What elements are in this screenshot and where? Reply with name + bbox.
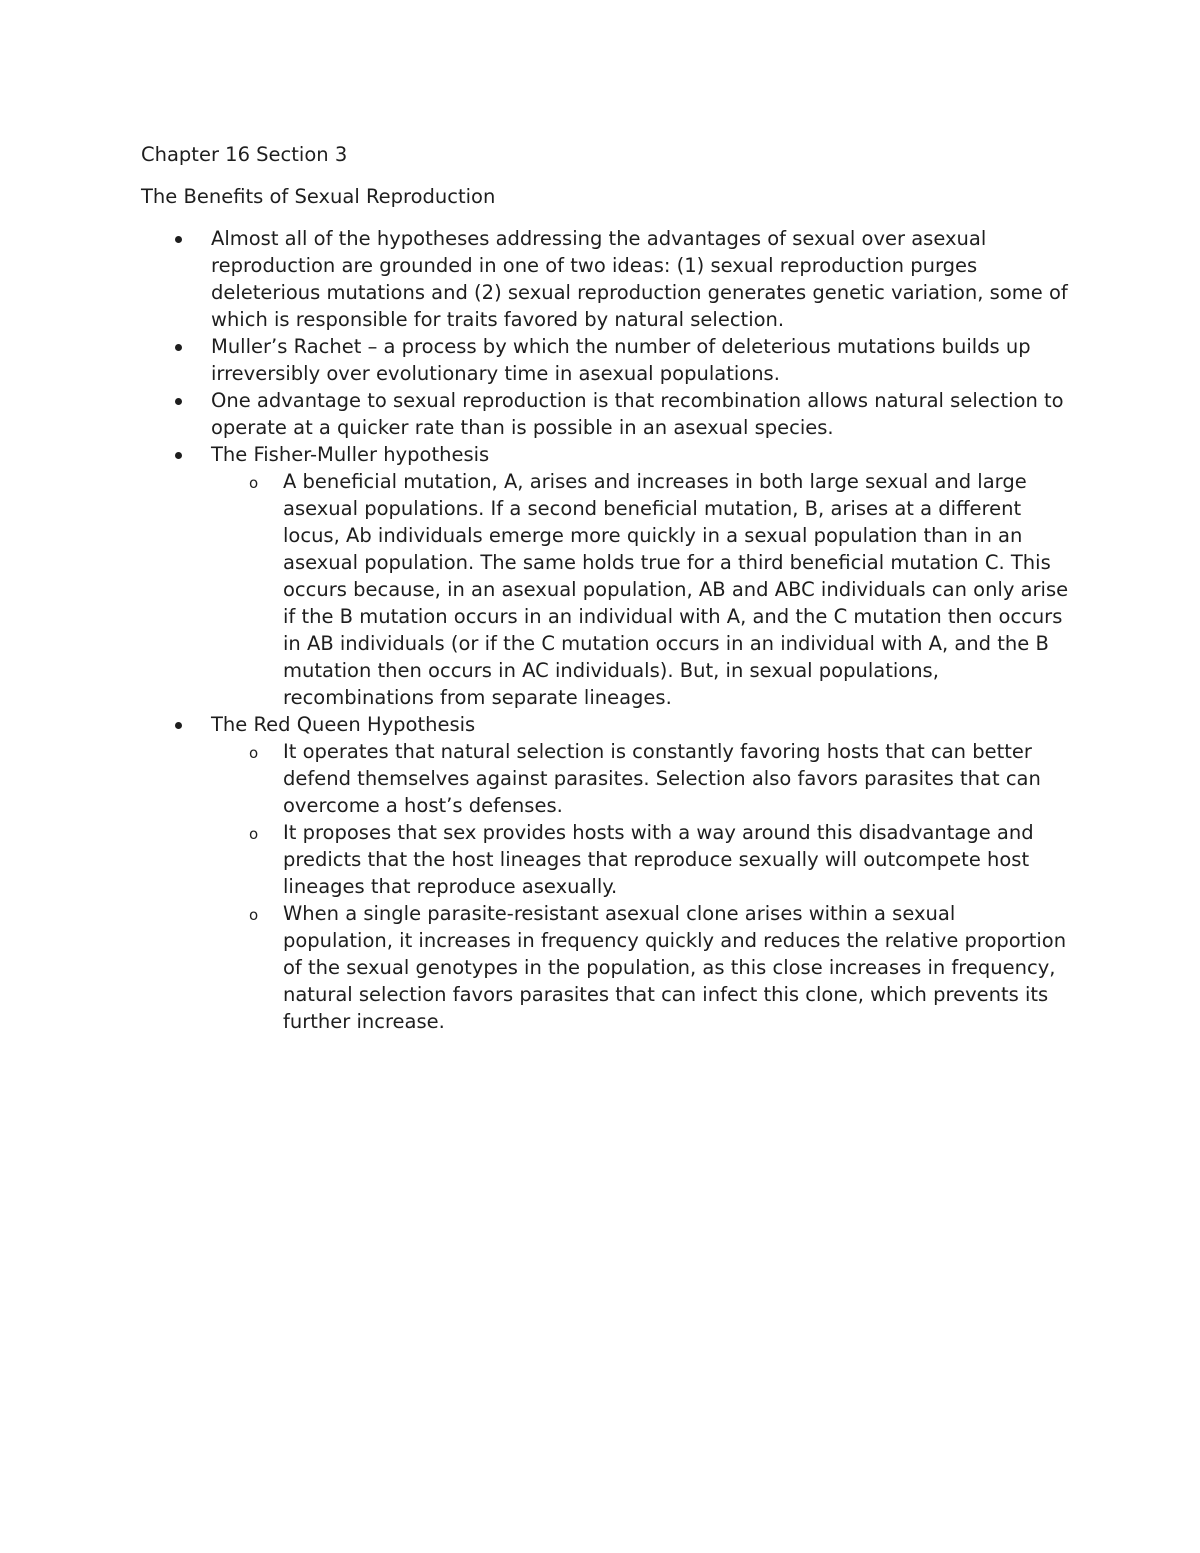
bullet-text: The Red Queen Hypothesis — [211, 713, 476, 736]
bullet-text: One advantage to sexual reproduction is that recombination allows natural selection to operate at a quicker rate than is possible in an asexual species. — [211, 389, 1064, 439]
sub-bullet-item — [211, 819, 1071, 900]
bullet-disc-icon — [175, 344, 182, 351]
sub-bullet-text: It operates that natural selection is constantly favoring hosts that can better defend themselves against parasites. Selection also favors parasites that can overcome a host’s defenses. — [283, 740, 1041, 817]
bullet-list — [141, 225, 1071, 1035]
bullet-text: Muller’s Rachet – a process by which the number of deleterious mutations builds up irreversibly over evolutionary time in asexual populations. — [211, 335, 1031, 385]
sub-bullet-item — [211, 900, 1071, 1035]
bullet-item — [141, 387, 1071, 441]
sub-bullet-list — [211, 468, 1071, 711]
sub-bullet-circle-icon: o — [249, 744, 259, 762]
sub-bullet-list — [211, 738, 1071, 1035]
sub-bullet-item — [211, 738, 1071, 819]
sub-bullet-item — [211, 468, 1071, 711]
bullet-disc-icon — [175, 236, 182, 243]
sub-bullet-text: When a single parasite-resistant asexual clone arises within a sexual population, it increases in frequency quickly and reduces the relative proportion of the sexual genotypes in the population, as this close increases in frequency, natural selection favors parasites that can infect this clone, which prevents its further increase. — [283, 902, 1067, 1033]
sub-bullet-circle-icon: o — [249, 474, 259, 492]
bullet-item — [141, 225, 1071, 333]
bullet-disc-icon — [175, 722, 182, 729]
document-page — [141, 141, 1071, 1035]
bullet-text: The Fisher-Muller hypothesis — [211, 443, 490, 466]
chapter-title: Chapter 16 Section 3 — [141, 143, 348, 166]
bullet-item — [141, 441, 1071, 711]
section-title: The Benefits of Sexual Reproduction — [141, 185, 496, 208]
sub-bullet-text: A beneficial mutation, A, arises and increases in both large sexual and large asexual populations. If a second beneficial mutation, B, arises at a different locus, Ab individuals emerge more quickly in a sexual population than in an asexual population. The same holds true for a third beneficial mutation C. This occurs because, in an asexual population, AB and ABC individuals can only arise if the B mutation occurs in an individual with A, and the C mutation then occurs in AB individuals (or if the C mutation occurs in an individual with A, and the B mutation then occurs in AC individuals). But, in sexual populations, recombinations from separate lineages. — [283, 470, 1069, 709]
sub-bullet-text: It proposes that sex provides hosts with a way around this disadvantage and predicts that the host lineages that reproduce sexually will outcompete host lineages that reproduce asexually. — [283, 821, 1034, 898]
bullet-disc-icon — [175, 398, 182, 405]
sub-bullet-circle-icon: o — [249, 825, 259, 843]
bullet-item — [141, 711, 1071, 1035]
bullet-disc-icon — [175, 452, 182, 459]
bullet-text: Almost all of the hypotheses addressing the advantages of sexual over asexual reproduction are grounded in one of two ideas: (1) sexual reproduction purges deleterious mutations and (2) sexual reproduction generates genetic variation, some of which is responsible for traits favored by natural selection. — [211, 227, 1068, 331]
sub-bullet-circle-icon: o — [249, 906, 259, 924]
bullet-item — [141, 333, 1071, 387]
